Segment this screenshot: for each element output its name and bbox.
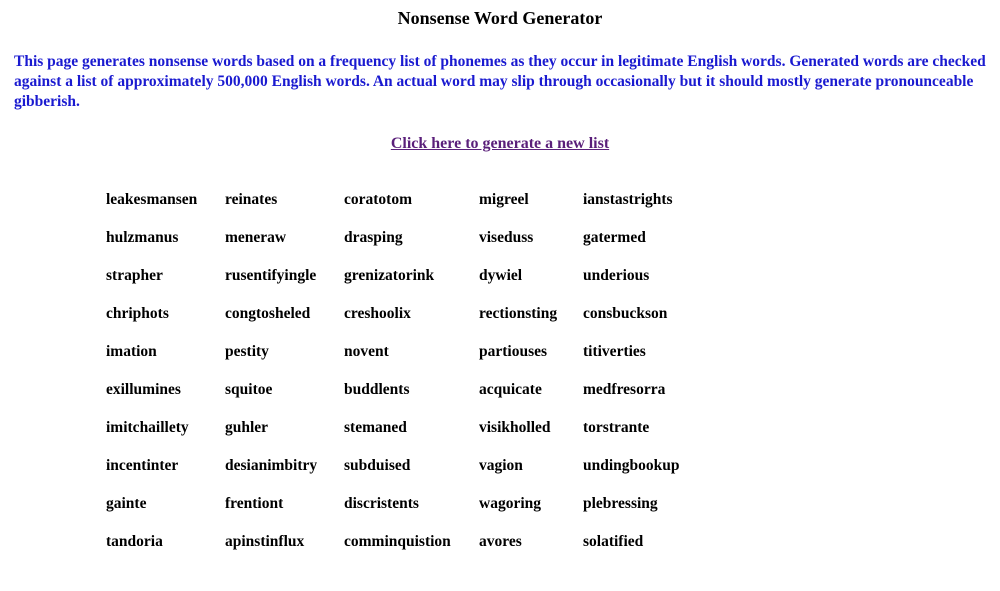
word-item: ianstastrights — [583, 191, 673, 208]
word-item: creshoolix — [344, 305, 411, 322]
word-item: imation — [106, 343, 157, 360]
word-item: wagoring — [479, 495, 541, 512]
word-item: underious — [583, 267, 650, 284]
word-item: congtosheled — [225, 305, 311, 322]
word-item: imitchaillety — [106, 419, 189, 436]
word-item: tandoria — [106, 533, 163, 550]
word-item: apinstinflux — [225, 533, 305, 550]
word-item: pestity — [225, 343, 269, 360]
word-item: guhler — [225, 419, 269, 436]
generate-link-container — [0, 134, 1000, 154]
word-item: dywiel — [479, 267, 523, 284]
word-item: torstrante — [583, 419, 650, 436]
word-item: discristents — [344, 495, 419, 512]
word-item: buddlents — [344, 381, 410, 398]
page-title: Nonsense Word Generator — [397, 8, 603, 28]
word-item: visikholled — [479, 419, 551, 436]
word-item: hulzmanus — [106, 229, 179, 246]
word-item: strapher — [106, 267, 163, 284]
word-item: vagion — [479, 457, 523, 474]
word-item: plebressing — [583, 495, 658, 512]
word-item: subduised — [344, 457, 411, 474]
intro-paragraph: This page generates nonsense words based on a frequency list of phonemes as they occur in legitimate English words. Generated words are checked against a list of approximately 500,000 English words. An actual word may slip through occasionally but it should mostly generate pronounceable gibberish. — [14, 53, 986, 110]
word-item: viseduss — [479, 229, 534, 246]
word-item: desianimbitry — [225, 457, 318, 474]
word-item: chriphots — [106, 305, 169, 322]
word-grid — [106, 186, 713, 566]
word-item: partiouses — [479, 343, 548, 360]
word-item: leakesmansen — [106, 191, 198, 208]
word-item: meneraw — [225, 229, 287, 246]
word-item: squitoe — [225, 381, 273, 398]
word-item: consbuckson — [583, 305, 668, 322]
word-item: gainte — [106, 495, 147, 512]
word-item: reinates — [225, 191, 278, 208]
word-item: incentinter — [106, 457, 179, 474]
word-item: solatified — [583, 533, 644, 550]
word-item: exillumines — [106, 381, 181, 398]
word-item: avores — [479, 533, 522, 550]
word-item: coratotom — [344, 191, 412, 208]
word-item: rusentifyingle — [225, 267, 317, 284]
word-item: gatermed — [583, 229, 646, 246]
word-item: comminquistion — [344, 533, 451, 550]
word-item: stemaned — [344, 419, 407, 436]
word-item: medfresorra — [583, 381, 666, 398]
word-item: drasping — [344, 229, 403, 246]
word-item: undingbookup — [583, 457, 680, 474]
generate-new-list-link[interactable]: Click here to generate a new list — [390, 135, 610, 152]
word-item: acquicate — [479, 381, 542, 398]
word-item: titiverties — [583, 343, 646, 360]
word-item: frentiont — [225, 495, 284, 512]
word-item: grenizatorink — [344, 267, 435, 284]
word-item: novent — [344, 343, 389, 360]
word-item: migreel — [479, 191, 529, 208]
word-item: rectionsting — [479, 305, 558, 322]
